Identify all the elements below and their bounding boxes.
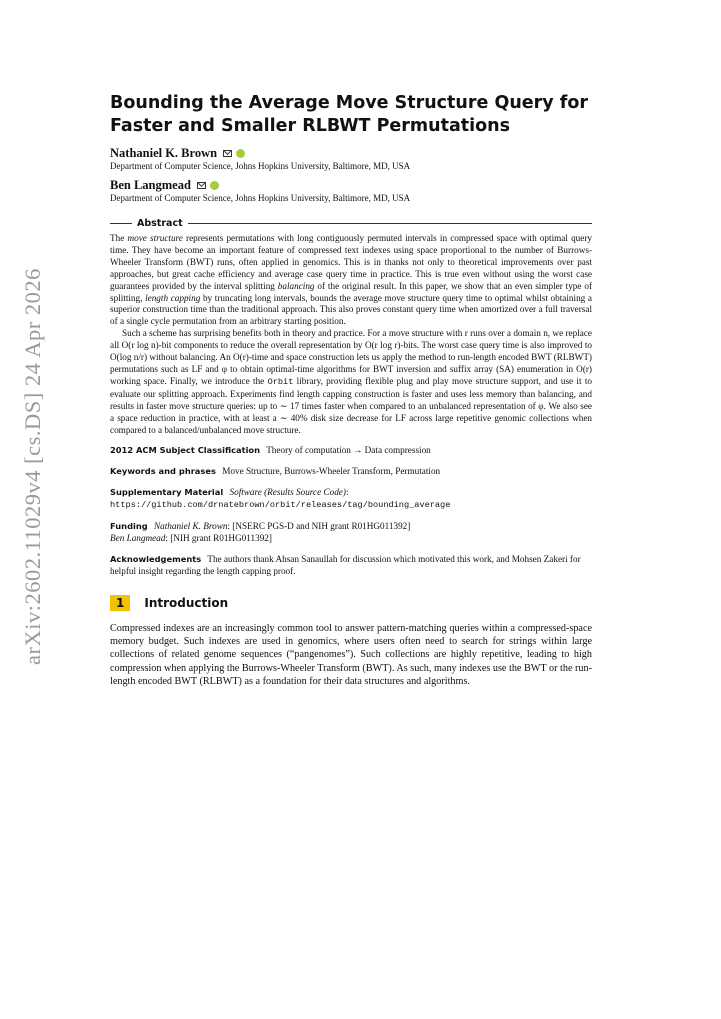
abstract-rule-right xyxy=(188,223,592,224)
section-number-badge: 1 xyxy=(110,595,130,611)
abstract-label: Abstract xyxy=(137,218,183,229)
abstract-heading xyxy=(110,218,592,229)
paper-content xyxy=(110,92,592,689)
section-heading xyxy=(110,595,592,611)
library-name: Orbit xyxy=(267,376,294,387)
introduction-paragraph: Compressed indexes are an increasingly common tool to answer pattern-matching queries within a compressed-space memory budget. Such indexes are used in genomics, where users often need to search for strings within large collections of related genome sequences (“pangenomes”). Such collections are highly repetitive, leading to high compression when applying the Burrows-Wheeler Transform (BWT). As such, many indexes use the BWT or the run-length encoded BWT (RLBWT) as a foundation for their data structures and algorithms. xyxy=(110,622,592,688)
arxiv-identifier: arXiv:2602.11029v4 [cs.DS] 24 Apr 2026 xyxy=(20,268,45,665)
supplementary-material: Supplementary Material Software (Results Source Code): https://github.com/drnatebrown/orbit/releases/tag/bounding_average xyxy=(110,487,451,511)
author-name: Ben Langmead xyxy=(110,178,191,192)
abstract-paragraph: Such a scheme has surprising benefits both in theory and practice. For a move structure with r runs over a domain n, we replace all O(r log n)-bit components to reduce the overall representation by O(r log r)-bits. The worst case query time is also improved to O(log n/r) without balancing. An O(r)-time and space construction lets us apply the method to run-length encoded BWT (RLBWT) permutations such as LF and φ to obtain optimal-time algorithms for BWT inversion and suffix array (SA) enumeration in O(r) working space. Finally, we introduce the Orbit library, providing flexible plug and play move structure support, and use it to evaluate our splitting approach. Experiments find length capping construction is faster and uses less memory than balancing, and results in faster move structure queries: up to ∼ 17 times faster when compared to an unbalanced representation of φ. We also see a space reduction in practice, with at least a ∼ 40% disk size decrease for LF across large repetitive genomic collections when compared to a balanced/unbalanced move structure. xyxy=(110,328,592,435)
section-title: Introduction xyxy=(144,595,229,610)
supplementary-link[interactable]: https://github.com/drnatebrown/orbit/releases/tag/bounding_average xyxy=(110,500,451,511)
term-balancing: balancing xyxy=(277,280,315,291)
author-affiliation: Department of Computer Science, Johns Hopkins University, Baltimore, MD, USA xyxy=(110,161,411,171)
author-name: Nathaniel K. Brown xyxy=(110,146,218,160)
acm-classification: 2012 ACM Subject Classification Theory of computation → Data compression xyxy=(110,445,431,456)
author-block xyxy=(110,178,592,204)
email-icon[interactable] xyxy=(197,182,206,189)
keywords: Keywords and phrases Move Structure, Burrows-Wheeler Transform, Permutation xyxy=(110,466,441,477)
term-move-structure: move structure xyxy=(127,233,183,243)
paper-title: Bounding the Average Move Structure Query for Faster and Smaller RLBWT Permutations xyxy=(110,93,589,136)
abstract-rule-left xyxy=(110,223,132,224)
term-length-capping: length capping xyxy=(145,292,201,303)
orcid-icon[interactable] xyxy=(210,181,219,190)
orcid-icon[interactable] xyxy=(236,149,245,158)
email-icon[interactable] xyxy=(223,150,232,157)
funding: Funding Nathaniel K. Brown: [NSERC PGS-D and NIH grant R01HG011392] Ben Langmead: [NIH grant R01HG011392] xyxy=(110,521,411,543)
abstract-paragraph: The move structure represents permutations with long contiguously permuted intervals in compressed space with optimal query time. They have become an important feature of compressed text indexes using space proportional to the number of Burrows-Wheeler Transform (BWT) runs, often applied in genomics. This is in thanks not only to theoretical improvements over past approaches, but great cache efficiency and average case query time in practice. This is true even without using the worst case guarantees provided by the interval splitting balancing of the original result. In this paper, we show that an even simpler type of splitting, length capping by truncating long intervals, bounds the average move structure query time to optimal whilst obtaining a superior construction time than the traditional approach. This also proves constant query time when amortized over a full traversal of a single cycle permutation from an arbitrary starting position. xyxy=(110,233,593,327)
acknowledgements: Acknowledgements The authors thank Ahsan Sanaullah for discussion which motivated this work, and Mohsen Zakeri for helpful insight regarding the length capping proof. xyxy=(110,553,581,576)
author-affiliation: Department of Computer Science, Johns Hopkins University, Baltimore, MD, USA xyxy=(110,193,411,203)
author-block xyxy=(110,146,592,172)
